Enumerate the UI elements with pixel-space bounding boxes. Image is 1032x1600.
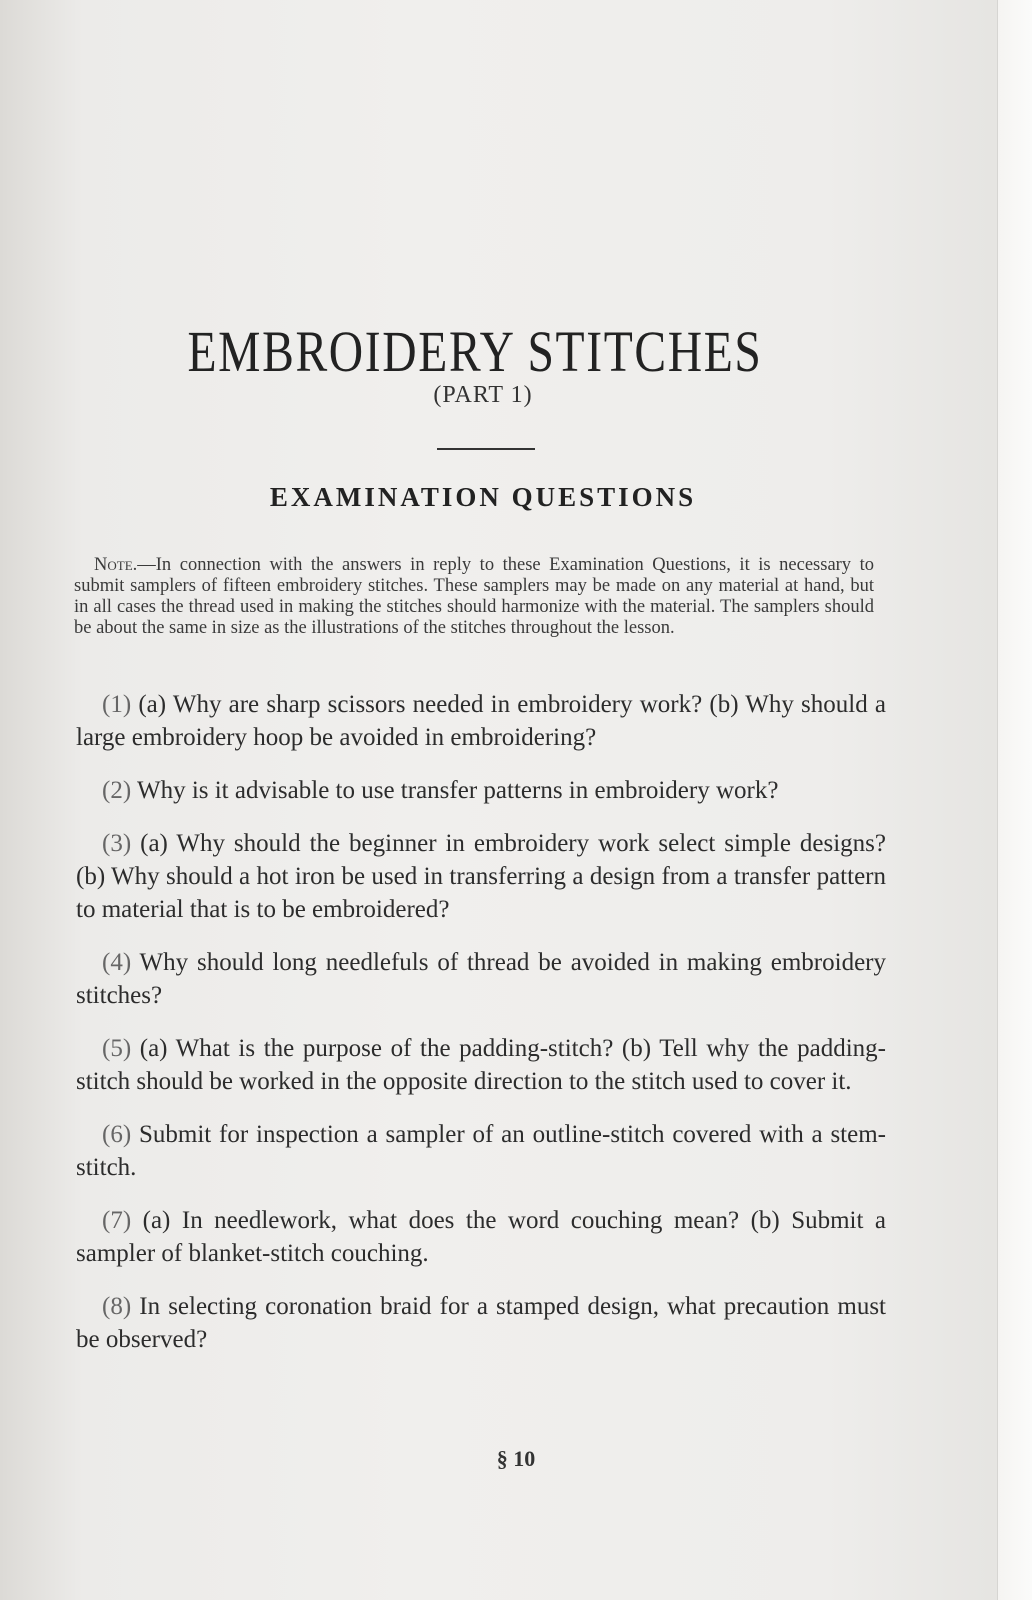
question-text: Submit for inspection a sampler of an outline-stitch covered with a stem-stitch. (76, 1121, 886, 1181)
question-number: (7) (102, 1207, 132, 1234)
question-number: (4) (102, 949, 132, 976)
question-item (76, 1290, 886, 1356)
page-title: EMBROIDERY STITCHES (187, 319, 763, 384)
question-number: (5) (102, 1035, 132, 1062)
page-subtitle: (PART 1) (433, 382, 533, 408)
question-number: (6) (102, 1121, 132, 1148)
question-text: Why should long needlefuls of thread be avoided in making embroidery stitches? (76, 949, 886, 1009)
question-item (76, 774, 886, 807)
title-rule (437, 448, 535, 450)
section-number: § 10 (496, 1446, 536, 1471)
question-number: (2) (102, 777, 132, 804)
question-text: Why is it advisable to use transfer patterns in embroidery work? (136, 777, 779, 804)
note-paragraph (74, 555, 874, 639)
question-item (76, 1118, 886, 1184)
question-text: (a) Why should the beginner in embroidery work select simple designs? (b) Why should a hot iron be used in transferring a design from a transfer pattern to material that is to be embroidered? (76, 830, 886, 923)
question-item (76, 1204, 886, 1270)
question-text: (a) Why are sharp scissors needed in embroidery work? (b) Why should a large embroidery hoop be avoided in embroidering? (76, 691, 887, 751)
question-item (76, 827, 886, 926)
page-edge (997, 0, 1032, 1600)
note-label: Note. (94, 554, 138, 575)
note-text: —In connection with the answers in reply to these Examination Questions, it is necessary to submit samplers of fifteen embroidery stitches. These samplers may be made on any material at hand, but in all cases the thread used in making the stitches should harmonize with the material. The samplers should be about the same in size as the illustrations of the stitches throughout the lesson. (74, 554, 874, 638)
question-text: In selecting coronation braid for a stamped design, what precaution must be observed? (76, 1293, 887, 1353)
question-text: (a) What is the purpose of the padding-stitch? (b) Tell why the padding-stitch should be worked in the opposite direction to the stitch used to cover it. (76, 1035, 887, 1095)
question-item (76, 688, 886, 754)
question-item (76, 1032, 886, 1098)
question-number: (1) (102, 691, 132, 718)
question-item (76, 946, 886, 1012)
question-list (76, 688, 886, 1376)
question-number: (8) (102, 1293, 132, 1320)
section-heading: EXAMINATION QUESTIONS (269, 482, 697, 512)
question-number: (3) (102, 830, 132, 857)
question-text: (a) In needlework, what does the word couching mean? (b) Submit a sampler of blanket-stitch couching. (76, 1207, 887, 1267)
